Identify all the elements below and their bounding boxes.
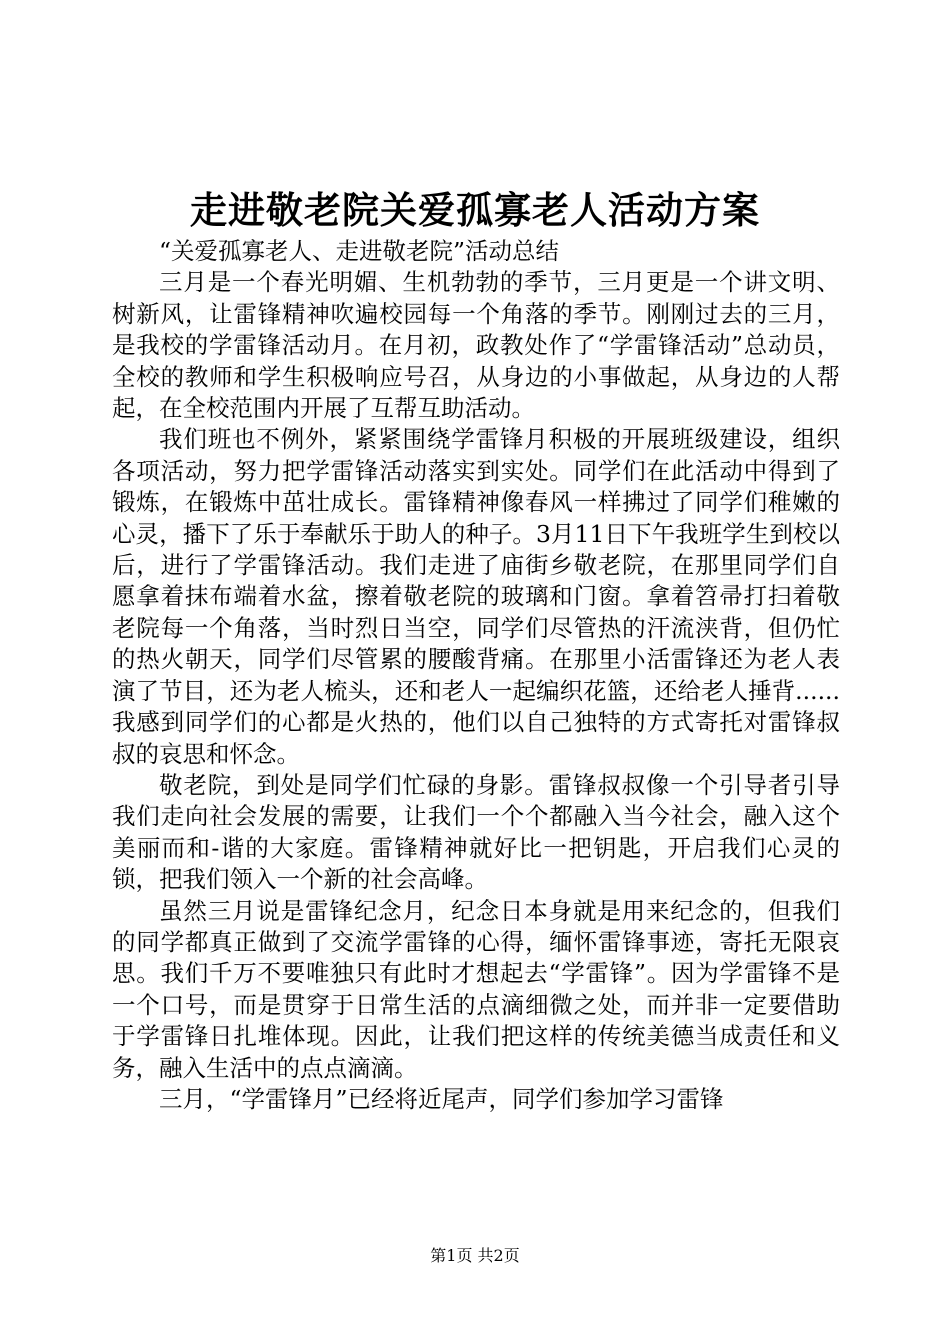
paragraph-3: 敬老院，到处是同学们忙碌的身影。雷锋叔叔像一个引导者引导我们走向社会发展的需要，让我们一个个都融入当今社会，融入这个美丽而和-谐的大家庭。雷锋精神就好比一把钥匙，开启我们心灵的锁，把我们领入一个新的社会高峰。 [112, 770, 840, 894]
document-subtitle: “关爱孤寡老人、走进敬老院”活动总结 [159, 237, 560, 265]
document-title: 走进敬老院关爱孤寡老人活动方案 [190, 188, 760, 232]
paragraph-4: 虽然三月说是雷锋纪念月，纪念日本身就是用来纪念的，但我们的同学都真正做到了交流学雷锋的心得，缅怀雷锋事迹，寄托无限哀思。我们千万不要唯独只有此时才想起去“学雷锋”。因为学雷锋不是一个口号，而是贯穿于日常生活的点滴细微之处，而并非一定要借助于学雷锋日扎堆体现。因此，让我们把这样的传统美德当成责任和义务，融入生活中的点点滴滴。 [112, 896, 840, 1082]
paragraph-1: 三月是一个春光明媚、生机勃勃的季节，三月更是一个讲文明、树新风，让雷锋精神吹遍校园每一个角落的季节。刚刚过去的三月，是我校的学雷锋活动月。在月初，政教处作了“学雷锋活动”总动员，全校的教师和学生积极响应号召，从身边的小事做起，从身边的人帮起，在全校范围内开展了互帮互助活动。 [112, 268, 840, 423]
paragraph-2: 我们班也不例外，紧紧围绕学雷锋月积极的开展班级建设，组织各项活动，努力把学雷锋活动落实到实处。同学们在此活动中得到了锻炼，在锻炼中茁壮成长。雷锋精神像春风一样拂过了同学们稚嫩的心灵，播下了乐于奉献乐于助人的种子。3月11日下午我班学生到校以后，进行了学雷锋活动。我们走进了庙街乡敬老院，在那里同学们自愿拿着抹布端着水盆，擦着敬老院的玻璃和门窗。拿着笤帚打扫着敬老院每一个角落，当时烈日当空，同学们尽管热的汗流浃背，但仍忙的热火朝天，同学们尽管累的腰酸背痛。在那里小活雷锋还为老人表演了节目，还为老人梳头，还和老人一起编织花篮，还给老人捶背......我感到同学们的心都是火热的，他们以自己独特的方式寄托对雷锋叔叔的哀思和怀念。 [112, 425, 840, 768]
paragraph-5: 三月，“学雷锋月”已经将近尾声，同学们参加学习雷锋 [159, 1084, 724, 1113]
document-body [112, 236, 840, 1115]
page-number-footer: 第1页 共2页 [430, 1246, 520, 1265]
